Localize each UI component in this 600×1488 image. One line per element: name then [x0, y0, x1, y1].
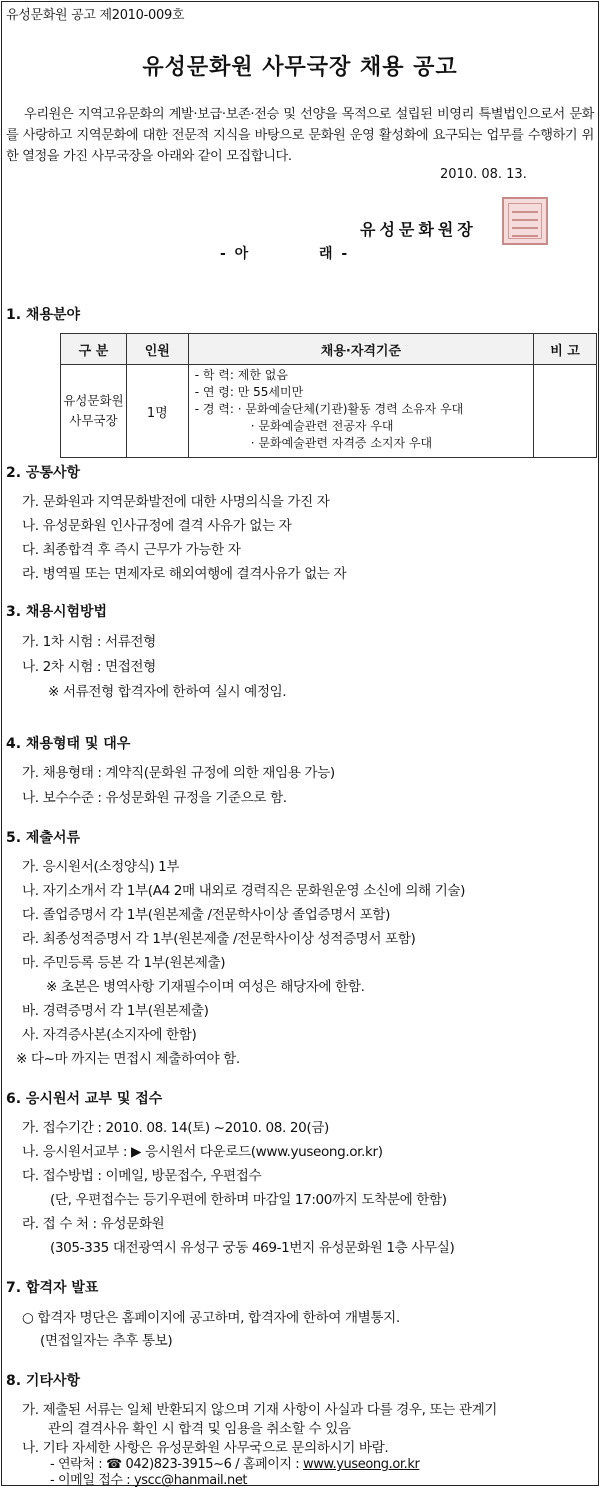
issuer-name: 유성문화원장 [360, 220, 477, 239]
email-link[interactable]: yscc@hanmail.net [134, 1473, 248, 1488]
header-criteria: 채용·자격기준 [188, 334, 533, 365]
email-prefix: - 이메일 접수 : [50, 1473, 134, 1488]
list-item: 가. 응시원서(소정양식) 1부 [22, 859, 180, 875]
header-division: 구 분 [61, 334, 127, 365]
intro-paragraph [6, 104, 594, 167]
table-row [61, 365, 597, 458]
cell-criteria: - 학 력: 제한 없음 - 연 령: 만 55세미만 - 경 력: · 문화예술단체(기관)활동 경력 소유자 우대 · 문화예술관련 전공자 우대 · 문화예술관련 자격증 소지자 우대 [188, 365, 533, 458]
section-title-exam: 3. 채용시험방법 [6, 604, 108, 620]
list-item: 나. 2차 시험 : 면접전형 [22, 659, 156, 675]
intro-text: 우리원은 지역고유문화의 계발·보급·보존·전승 및 선양을 목적으로 설립된 비영리 특별법인으로서 문화를 사랑하고 지역문화에 대한 전문적 지식을 바탕으로 문화원 운영 활성화에 요구되는 업무를 수행하기 위한 열정을 가진 사무국장을 아래와 같이 모집합니다. [6, 107, 594, 164]
section-title-other: 8. 기타사항 [6, 1373, 81, 1389]
list-item: 다. 최종합격 후 즉시 근무가 가능한 자 [22, 542, 241, 558]
list-item: 다. 접수방법 : 이메일, 방문접수, 우편접수 [22, 1168, 262, 1184]
page-title: 유성문화원 사무국장 채용 공고 [142, 55, 458, 80]
list-item: 가. 제출된 서류는 일체 반환되지 않으며 기재 사항이 사실과 다를 경우, 또는 관계기 [22, 1402, 498, 1418]
list-item: 나. 응시원서교부 : ▶ 응시원서 다운로드(www.yuseong.or.kr) [22, 1144, 383, 1160]
notice-date: 2010. 08. 13. [440, 167, 527, 182]
list-item: 나. 보수수준 : 유성문화원 규정을 기준으로 함. [22, 790, 287, 806]
homepage-link[interactable]: www.yuseong.or.kr [303, 1457, 420, 1472]
cell-division: 유성문화원 사무국장 [61, 365, 127, 458]
email-line [50, 1469, 247, 1488]
header-count: 인원 [126, 334, 188, 365]
section-title-employment: 4. 채용형태 및 대우 [6, 736, 131, 752]
list-item: 나. 자기소개서 각 1부(A4 2매 내외로 경력직은 문화원운영 소신에 의해 기술) [22, 883, 466, 899]
list-item: 가. 채용형태 : 계약직(문화원 규정에 의한 재임용 가능) [22, 765, 335, 781]
official-seal-icon [502, 197, 548, 245]
list-item: 라. 접 수 처 : 유성문화원 [22, 1216, 165, 1232]
list-item: 나. 기타 자세한 사항은 유성문화원 사무국으로 문의하시기 바람. [22, 1440, 389, 1456]
list-item: 바. 경력증명서 각 1부(원본제출) [22, 1003, 209, 1019]
list-item: ※ 다~마 까지는 면접시 제출하여야 함. [16, 1051, 240, 1067]
list-item: 마. 주민등록 등본 각 1부(원본제출) [22, 955, 226, 971]
cell-count: 1명 [126, 365, 188, 458]
section-title-common: 2. 공통사항 [6, 465, 81, 481]
recruitment-table [60, 333, 597, 458]
cell-note [534, 365, 597, 458]
notice-number: 유성문화원 공고 제2010-009호 [6, 8, 185, 23]
list-item: 라. 병역필 또는 면제자로 해외여행에 결격사유가 없는 자 [22, 566, 347, 582]
list-item: ○ 합격자 명단은 홈페이지에 공고하며, 합격자에 한하여 개별통지. [22, 1310, 400, 1326]
list-item: 사. 자격증사본(소지자에 한함) [22, 1027, 197, 1043]
list-item: 다. 졸업증명서 각 1부(원본제출 /전문학사이상 졸업증명서 포함) [22, 907, 390, 923]
list-item: (단, 우편접수는 등기우편에 한하며 마감일 17:00까지 도착분에 한함) [50, 1192, 447, 1208]
header-note: 비 고 [534, 334, 597, 365]
list-item: 나. 유성문화원 인사규정에 결격 사유가 없는 자 [22, 518, 292, 534]
below-heading: - 아 래 - [220, 246, 350, 262]
list-item: 관의 결격사유 확인 시 합격 및 임용을 취소할 수 있음 [48, 1421, 351, 1437]
list-item: 가. 1차 시험 : 서류전형 [22, 634, 156, 650]
list-item: 가. 문화원과 지역문화발전에 대한 사명의식을 가진 자 [22, 494, 330, 510]
list-item: ※ 초본은 병역사항 기재필수이며 여성은 해당자에 한함. [46, 979, 365, 995]
list-item: (면접일자는 추후 통보) [40, 1333, 173, 1349]
list-item: 가. 접수기간 : 2010. 08. 14(토) ~2010. 08. 20(금) [22, 1120, 329, 1136]
section-title-recruit-field: 1. 채용분야 [6, 307, 81, 323]
contact-line: - 연락처 : ☎ 042)823-3915~6 / 홈페이지 : www.yuseong.or.kr [50, 1457, 420, 1472]
section-title-results: 7. 합격자 발표 [6, 1280, 99, 1296]
section-title-documents: 5. 제출서류 [6, 830, 81, 846]
section-title-application: 6. 응시원서 교부 및 접수 [6, 1091, 163, 1107]
table-header-row [61, 334, 597, 365]
list-item: (305-335 대전광역시 유성구 궁동 469-1번지 유성문화원 1층 사무실) [50, 1240, 455, 1256]
list-item: ※ 서류전형 합격자에 한하여 실시 예정임. [48, 684, 287, 700]
list-item: 라. 최종성적증명서 각 1부(원본제출 /전문학사이상 성적증명서 포함) [22, 931, 416, 947]
